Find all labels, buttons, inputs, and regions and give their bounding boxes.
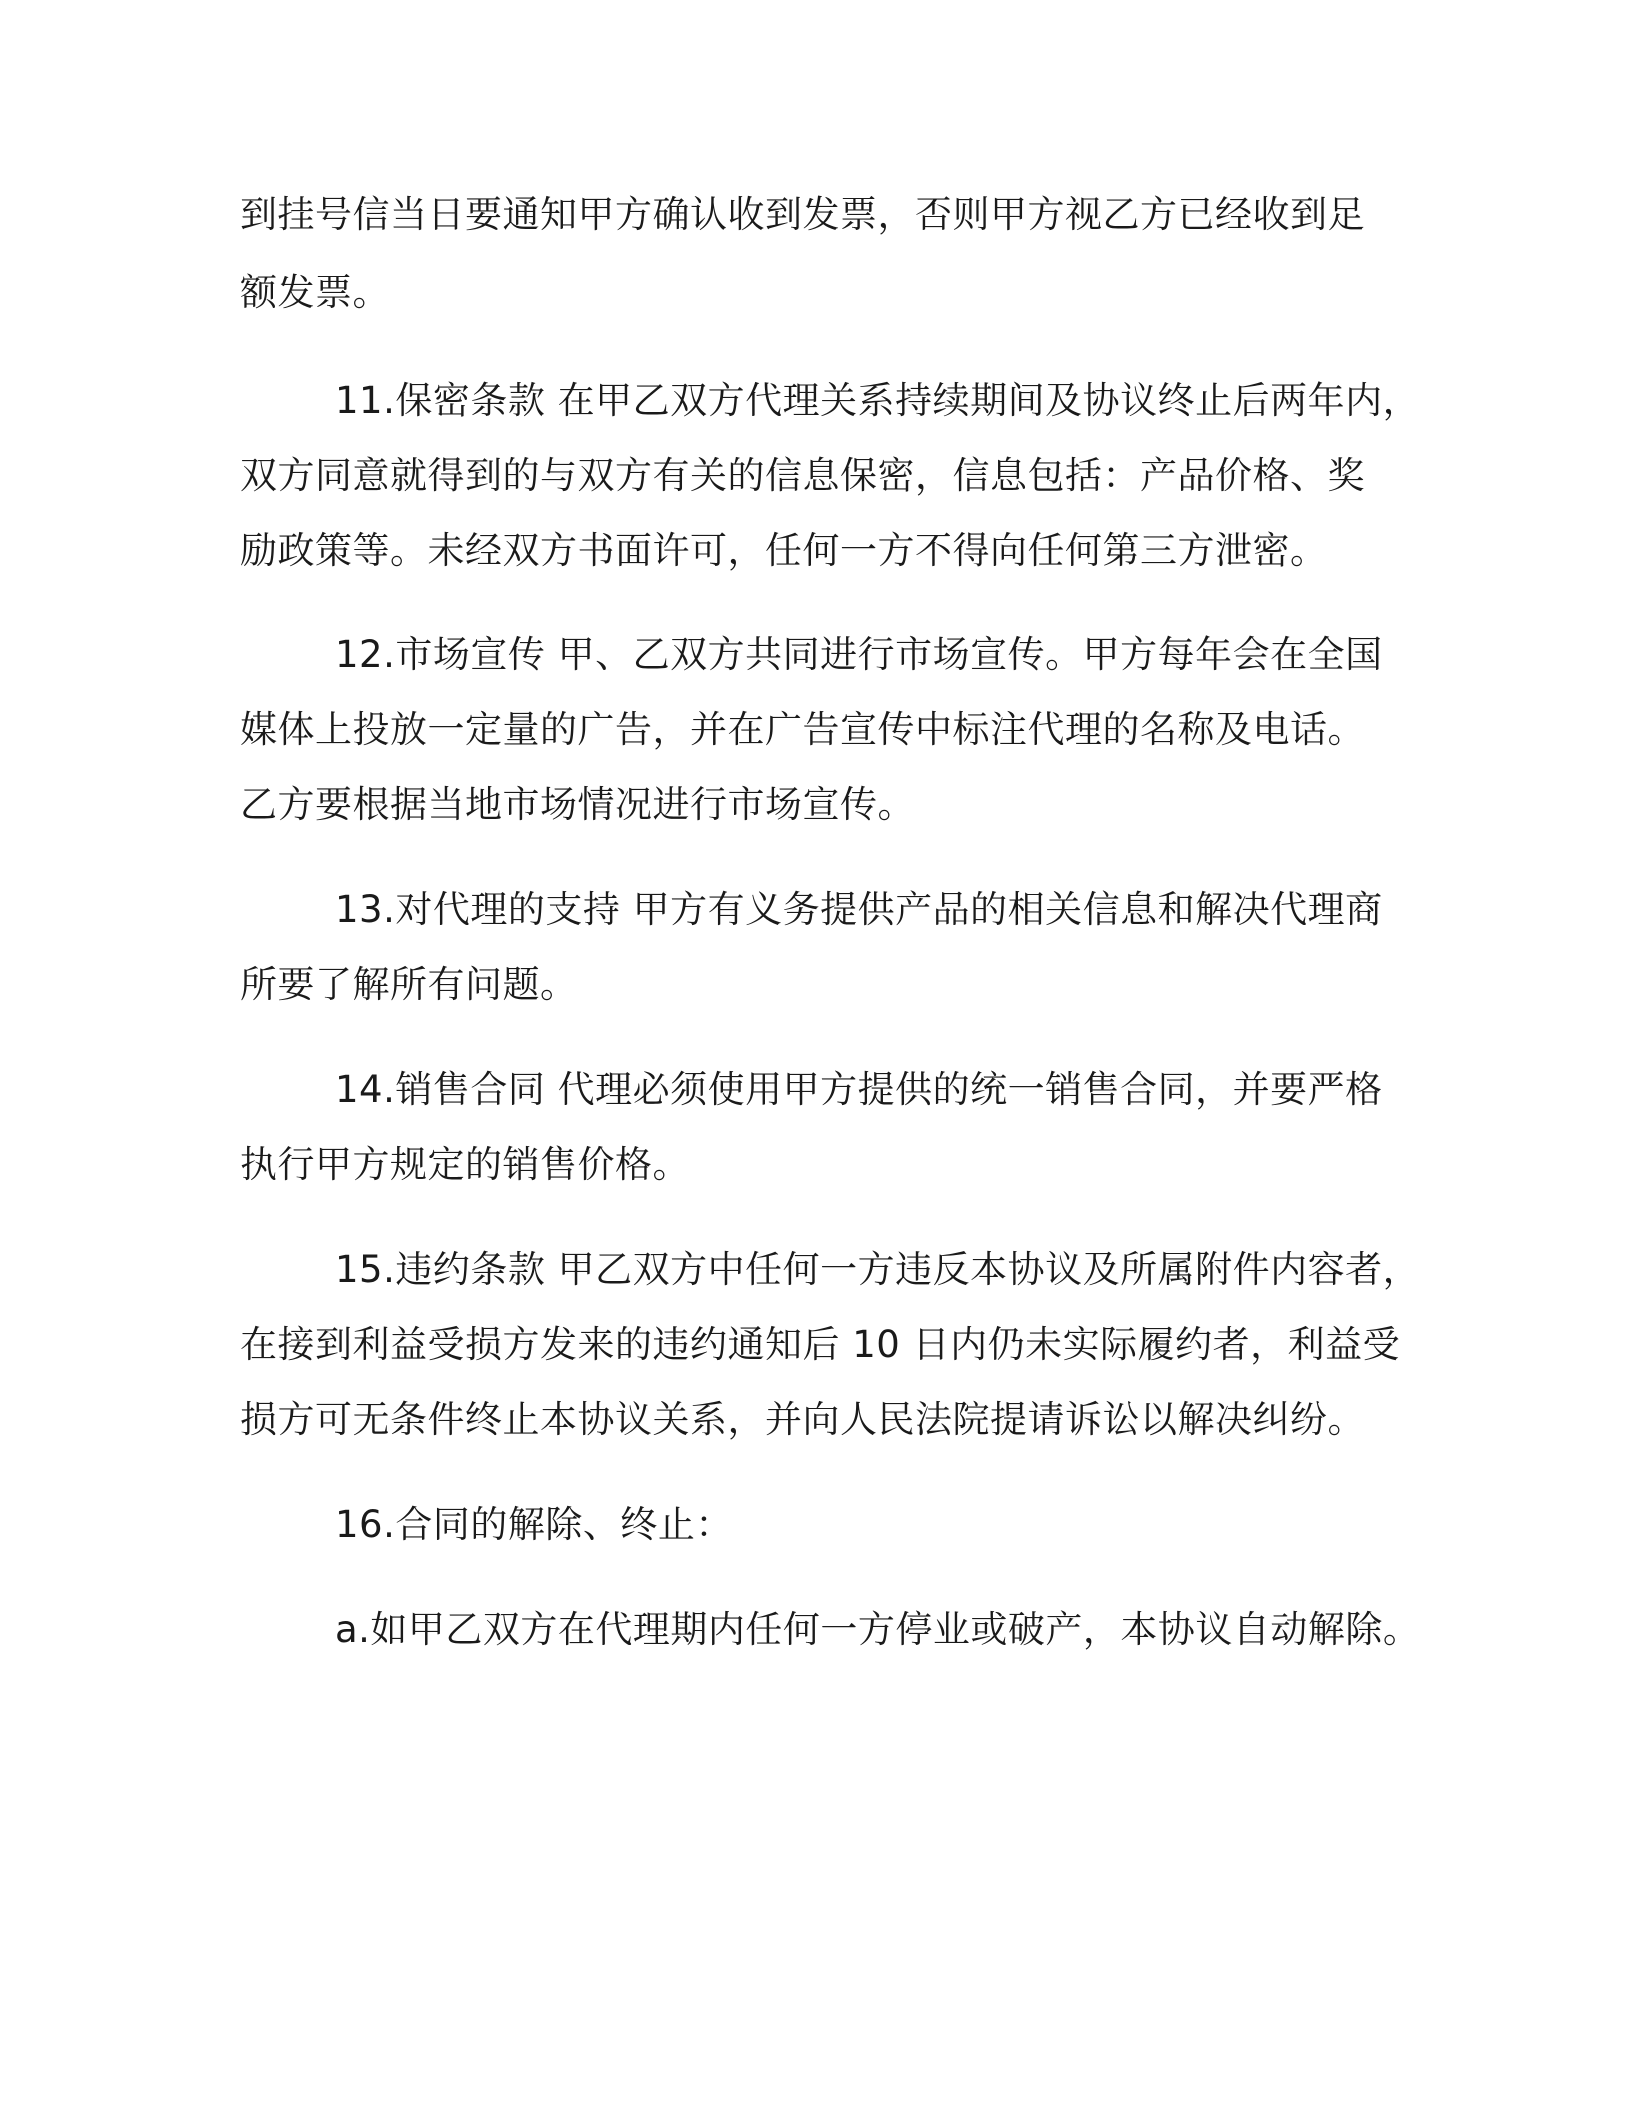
paragraph-line: 到挂号信当日要通知甲方确认收到发票，否则甲方视乙方已经收到足 [240, 193, 1365, 236]
paragraph-line: 损方可无条件终止本协议关系，并向人民法院提请诉讼以解决纠纷。 [240, 1398, 1365, 1441]
paragraph-line: 媒体上投放一定量的广告，并在广告宣传中标注代理的名称及电话。 [240, 708, 1365, 751]
clause-16-line: 16.合同的解除、终止： [335, 1503, 733, 1546]
paragraph-line: 双方同意就得到的与双方有关的信息保密，信息包括：产品价格、奖 [240, 454, 1365, 497]
paragraph-line: 乙方要根据当地市场情况进行市场宣传。 [240, 783, 915, 826]
paragraph-line: 执行甲方规定的销售价格。 [240, 1143, 690, 1186]
clause-14-line: 14.销售合同 代理必须使用甲方提供的统一销售合同，并要严格 [335, 1068, 1383, 1111]
clause-11-line: 11.保密条款 在甲乙双方代理关系持续期间及协议终止后两年内， [335, 379, 1421, 422]
clause-12-line: 12.市场宣传 甲、乙双方共同进行市场宣传。甲方每年会在全国 [335, 633, 1383, 676]
clause-15-line: 15.违约条款 甲乙双方中任何一方违反本协议及所属附件内容者， [335, 1248, 1421, 1291]
paragraph-line: 励政策等。未经双方书面许可，任何一方不得向任何第三方泄密。 [240, 529, 1328, 572]
clause-13-line: 13.对代理的支持 甲方有义务提供产品的相关信息和解决代理商 [335, 888, 1383, 931]
paragraph-line: 在接到利益受损方发来的违约通知后 10 日内仍未实际履约者，利益受 [240, 1323, 1401, 1366]
paragraph-line: 额发票。 [240, 271, 390, 314]
clause-16a-line: a.如甲乙双方在代理期内任何一方停业或破产，本协议自动解除。 [335, 1608, 1421, 1651]
paragraph-line: 所要了解所有问题。 [240, 963, 578, 1006]
